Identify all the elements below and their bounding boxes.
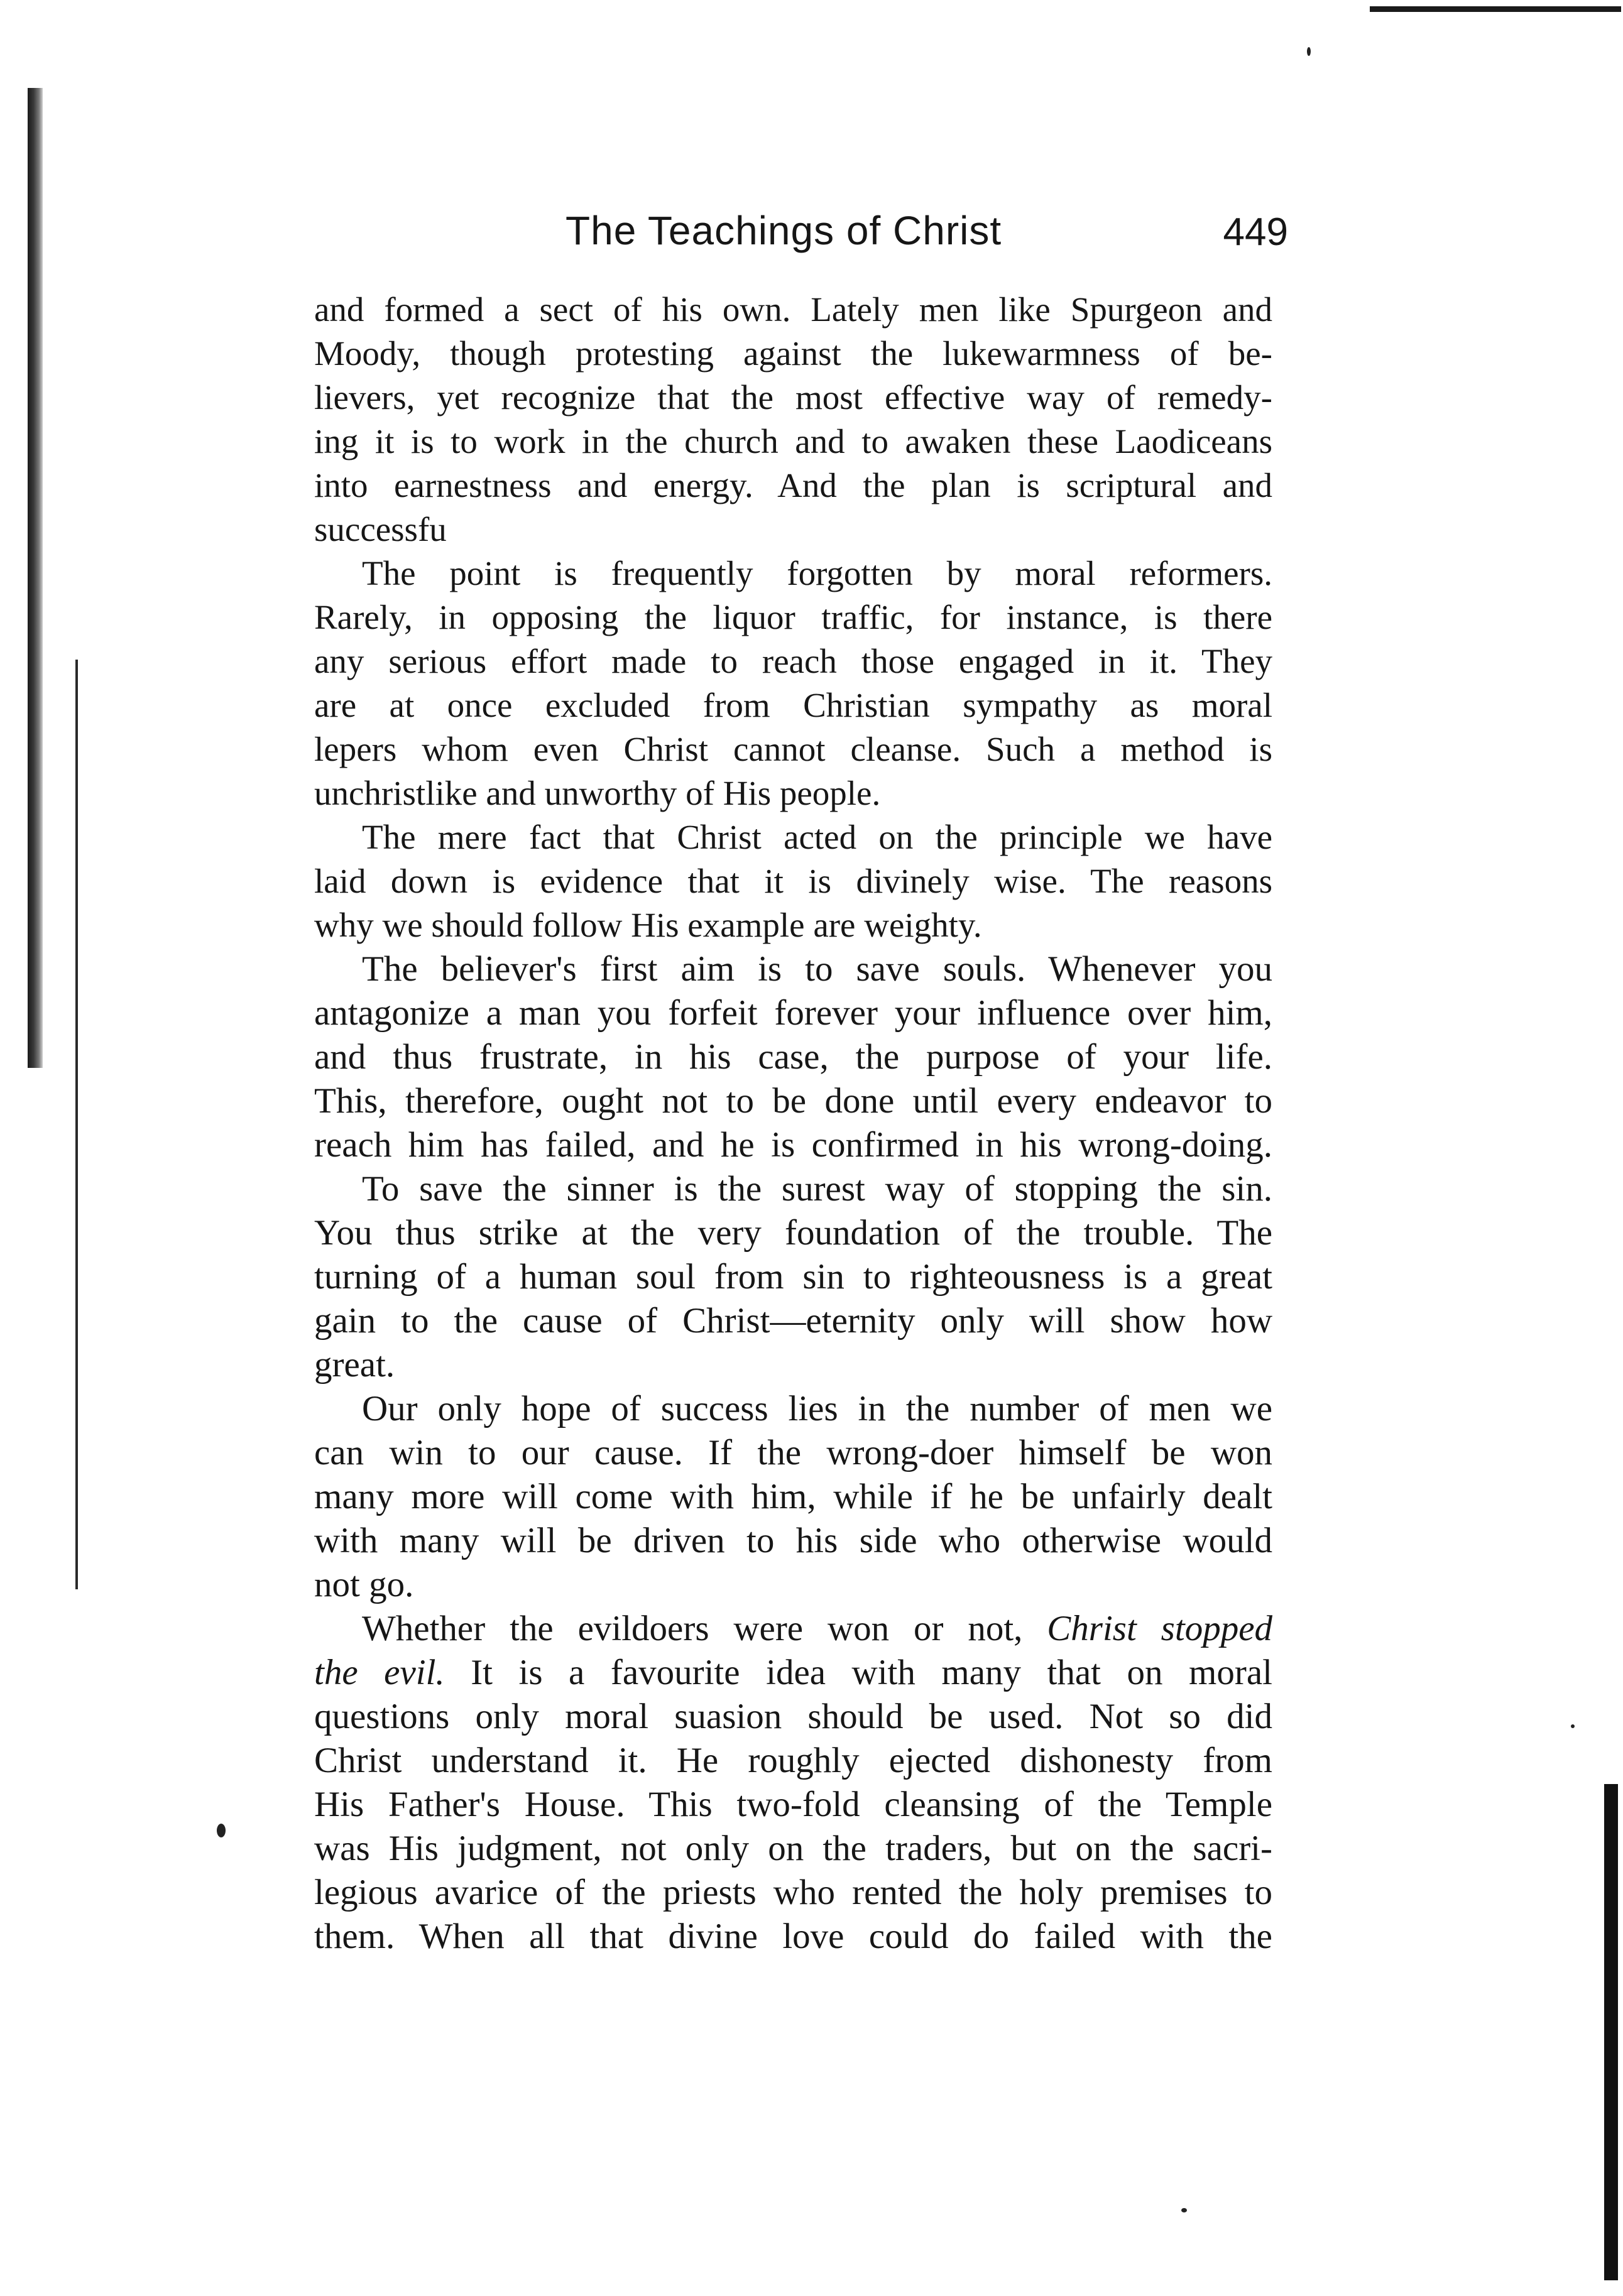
emphasis-text: Christ stopped — [1047, 1609, 1272, 1648]
text-line: Our only hope of success lies in the number of men we — [362, 1389, 1272, 1428]
text-line: and thus frustrate, in his case, the purpose of your life. — [314, 1037, 1272, 1077]
text-run: It is a favourite idea with many that on moral — [471, 1653, 1272, 1692]
text-line: with many will be driven to his side who otherwise would — [314, 1521, 1272, 1560]
text-line: reach him has failed, and he is confirmed in his wrong-doing. — [314, 1125, 1272, 1165]
text-line: not go. — [314, 1565, 414, 1604]
text-line — [314, 1651, 1272, 1695]
scan-speck — [1307, 47, 1311, 56]
text-line: Christ understand it. He roughly ejected dishonesty from — [314, 1741, 1272, 1780]
scan-speck — [1181, 2208, 1187, 2212]
text-line: successfu — [314, 510, 447, 548]
text-line: was His judgment, not only on the traders, but on the sacri- — [314, 1829, 1272, 1868]
scan-edge-shadow-left — [28, 88, 43, 1068]
scan-edge-shadow-right — [1604, 1784, 1618, 2280]
text-line: any serious effort made to reach those engaged in it. They — [314, 642, 1272, 680]
scan-edge-line-left — [75, 660, 78, 1589]
text-line: lievers, yet recognize that the most effective way of remedy- — [314, 378, 1272, 416]
text-line: To save the sinner is the surest way of stopping the sin. — [362, 1169, 1272, 1209]
text-line: Rarely, in opposing the liquor traffic, for instance, is there — [314, 598, 1272, 636]
text-line: great. — [314, 1345, 395, 1385]
text-line: questions only moral suasion should be used. Not so did — [314, 1697, 1272, 1736]
page-header — [566, 207, 1288, 276]
scan-speck — [1571, 1724, 1575, 1728]
text-line: turning of a human soul from sin to righteousness is a great — [314, 1257, 1272, 1297]
text-line: You thus strike at the very foundation of the trouble. The — [314, 1213, 1272, 1253]
text-line: His Father's House. This two-fold cleansing of the Temple — [314, 1785, 1272, 1824]
text-line: The mere fact that Christ acted on the principle we have — [362, 818, 1272, 856]
text-line: The believer's first aim is to save souls. Whenever you — [362, 949, 1272, 989]
text-line: gain to the cause of Christ—eternity only will show how — [314, 1301, 1272, 1341]
text-line: The point is frequently forgotten by moral reformers. — [362, 554, 1272, 592]
text-line: This, therefore, ought not to be done until every endeavor to — [314, 1081, 1272, 1121]
text-line: many more will come with him, while if he be unfairly dealt — [314, 1477, 1272, 1516]
text-line — [314, 1607, 1272, 1651]
text-line: Moody, though protesting against the lukewarmness of be- — [314, 334, 1272, 373]
text-line: unchristlike and unworthy of His people. — [314, 774, 881, 812]
running-head: The Teachings of Christ — [566, 208, 1002, 253]
page-number: 449 — [1223, 210, 1288, 254]
text-line: them. When all that divine love could do failed with the — [314, 1917, 1272, 1956]
emphasis-text: the evil. — [314, 1653, 445, 1692]
text-line: and formed a sect of his own. Lately men like Spurgeon and — [314, 290, 1272, 329]
scan-speck — [217, 1824, 226, 1837]
text-line: lepers whom even Christ cannot cleanse. Such a method is — [314, 730, 1272, 768]
text-line: laid down is evidence that it is divinely wise. The reasons — [314, 862, 1272, 900]
text-run: Whether the evildoers were won or not, — [362, 1609, 1023, 1648]
text-line: legious avarice of the priests who rented the holy premises to — [314, 1873, 1272, 1912]
scan-edge-rule — [1370, 6, 1621, 12]
text-line: ing it is to work in the church and to awaken these Laodiceans — [314, 422, 1272, 460]
text-line: are at once excluded from Christian sympathy as moral — [314, 686, 1272, 724]
text-line: into earnestness and energy. And the plan is scriptural and — [314, 466, 1272, 504]
text-line: why we should follow His example are weighty. — [314, 906, 982, 944]
text-line: antagonize a man you forfeit forever your influence over him, — [314, 993, 1272, 1033]
body-text — [314, 288, 1272, 1959]
text-line: can win to our cause. If the wrong-doer himself be won — [314, 1433, 1272, 1472]
